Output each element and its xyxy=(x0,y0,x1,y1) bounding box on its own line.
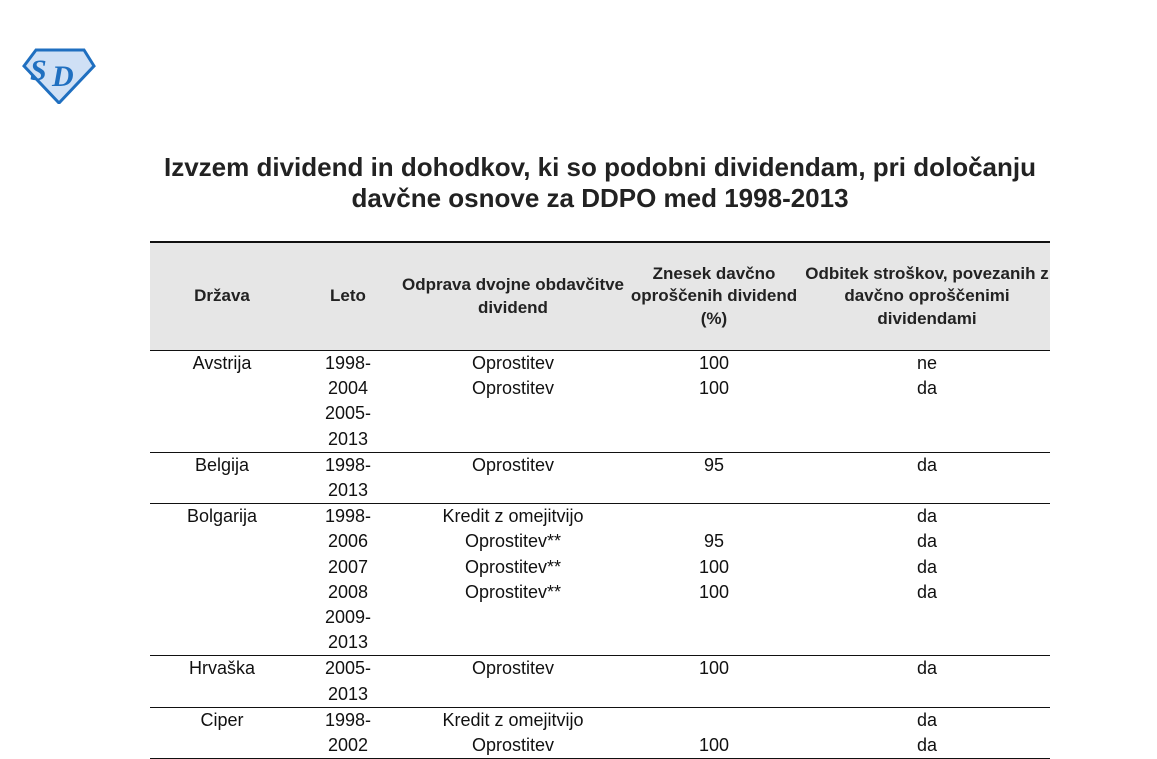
deduction-value: ne xyxy=(916,353,938,373)
amount-value: 100 xyxy=(698,658,730,679)
method-value: Kredit z omejitvijo xyxy=(442,709,584,730)
years-value: 2008 xyxy=(327,581,369,602)
cell-country xyxy=(150,453,294,503)
deduction-value: da xyxy=(916,581,938,602)
amount-value: 95 xyxy=(703,454,725,475)
cell-amount xyxy=(624,656,804,706)
cell-amount xyxy=(624,708,804,758)
country-value: Belgija xyxy=(194,454,250,475)
cell-method xyxy=(402,504,624,655)
cell-years xyxy=(294,453,402,503)
deduction-value: da xyxy=(916,658,938,679)
table-row xyxy=(150,708,1050,759)
deduction-value: da xyxy=(916,506,938,527)
method-value: Oprostitev xyxy=(471,735,555,756)
cell-amount xyxy=(624,351,804,452)
deduction-value: da xyxy=(916,454,938,475)
years-value: 2013 xyxy=(327,428,369,449)
years-value: 2013 xyxy=(327,683,369,704)
table-row xyxy=(150,453,1050,504)
dividend-table xyxy=(150,241,1050,759)
deduction-value: da xyxy=(916,556,938,577)
country-value: Avstrija xyxy=(192,353,252,373)
deduction-value: da xyxy=(916,709,938,730)
deduction-value: da xyxy=(916,735,938,756)
cell-deduction xyxy=(804,708,1050,758)
cell-amount xyxy=(624,453,804,503)
header-deduction: Odbitek stroškov, povezanih z davčno oproščenimi dividendami xyxy=(805,263,1049,328)
page-title: Izvzem dividend in dohodkov, ki so podobni dividendam, pri določanju davčne osnove za DDPO med 1998-2013 xyxy=(163,152,1036,213)
cell-method xyxy=(402,708,624,758)
cell-method xyxy=(402,656,624,706)
years-value: 2009- xyxy=(324,607,372,628)
amount-value xyxy=(624,708,804,733)
cell-deduction xyxy=(804,453,1050,503)
method-value: Oprostitev xyxy=(471,378,555,399)
cell-country xyxy=(150,656,294,706)
svg-text:S: S xyxy=(30,54,47,87)
cell-amount xyxy=(624,504,804,655)
deduction-value: da xyxy=(916,531,938,552)
amount-value: 100 xyxy=(698,556,730,577)
amount-value: 100 xyxy=(698,378,730,399)
table-header xyxy=(150,241,1050,351)
years-value: 2013 xyxy=(327,632,369,653)
years-value: 2004 xyxy=(327,378,369,399)
years-value: 1998- xyxy=(324,506,372,527)
amount-value: 100 xyxy=(698,581,730,602)
table-row xyxy=(150,351,1050,453)
cell-deduction xyxy=(804,504,1050,655)
years-value: 2002 xyxy=(327,735,369,756)
cell-years xyxy=(294,656,402,706)
cell-country xyxy=(150,351,294,452)
table-row xyxy=(150,504,1050,656)
cell-years xyxy=(294,504,402,655)
cell-country xyxy=(150,504,294,655)
country-value: Bolgarija xyxy=(186,506,258,527)
method-value: Kredit z omejitvijo xyxy=(442,506,584,527)
deduction-value: da xyxy=(916,378,938,399)
years-value: 2006 xyxy=(327,531,369,552)
years-value: 2007 xyxy=(327,556,369,577)
amount-value: 100 xyxy=(698,735,730,756)
header-year: Leto xyxy=(330,286,366,306)
sd-logo xyxy=(22,48,96,104)
cell-method xyxy=(402,453,624,503)
years-value: 2013 xyxy=(327,480,369,501)
cell-years xyxy=(294,708,402,758)
method-value: Oprostitev xyxy=(471,658,555,679)
method-value: Oprostitev xyxy=(471,454,555,475)
years-value: 1998- xyxy=(324,709,372,730)
method-value: Oprostitev** xyxy=(464,531,562,552)
years-value: 1998- xyxy=(324,454,372,475)
method-value: Oprostitev** xyxy=(464,556,562,577)
header-method: Odprava dvojne obdavčitve dividend xyxy=(402,275,625,317)
method-value: Oprostitev** xyxy=(464,581,562,602)
country-value: Hrvaška xyxy=(188,658,255,679)
years-value: 2005- xyxy=(324,658,372,679)
cell-deduction xyxy=(804,351,1050,452)
table-row xyxy=(150,656,1050,707)
years-value: 2005- xyxy=(324,403,372,424)
cell-deduction xyxy=(804,656,1050,706)
cell-country xyxy=(150,708,294,758)
method-value: Oprostitev xyxy=(471,353,555,373)
header-country: Država xyxy=(194,286,250,306)
cell-years xyxy=(294,351,402,452)
years-value: 1998- xyxy=(324,353,372,373)
country-value: Ciper xyxy=(200,709,244,730)
amount-value xyxy=(624,504,804,529)
header-amount: Znesek davčno oproščenih dividend (%) xyxy=(630,263,798,328)
svg-text:D: D xyxy=(52,60,74,93)
amount-value: 95 xyxy=(703,531,725,552)
cell-method xyxy=(402,351,624,452)
amount-value: 100 xyxy=(698,353,730,373)
